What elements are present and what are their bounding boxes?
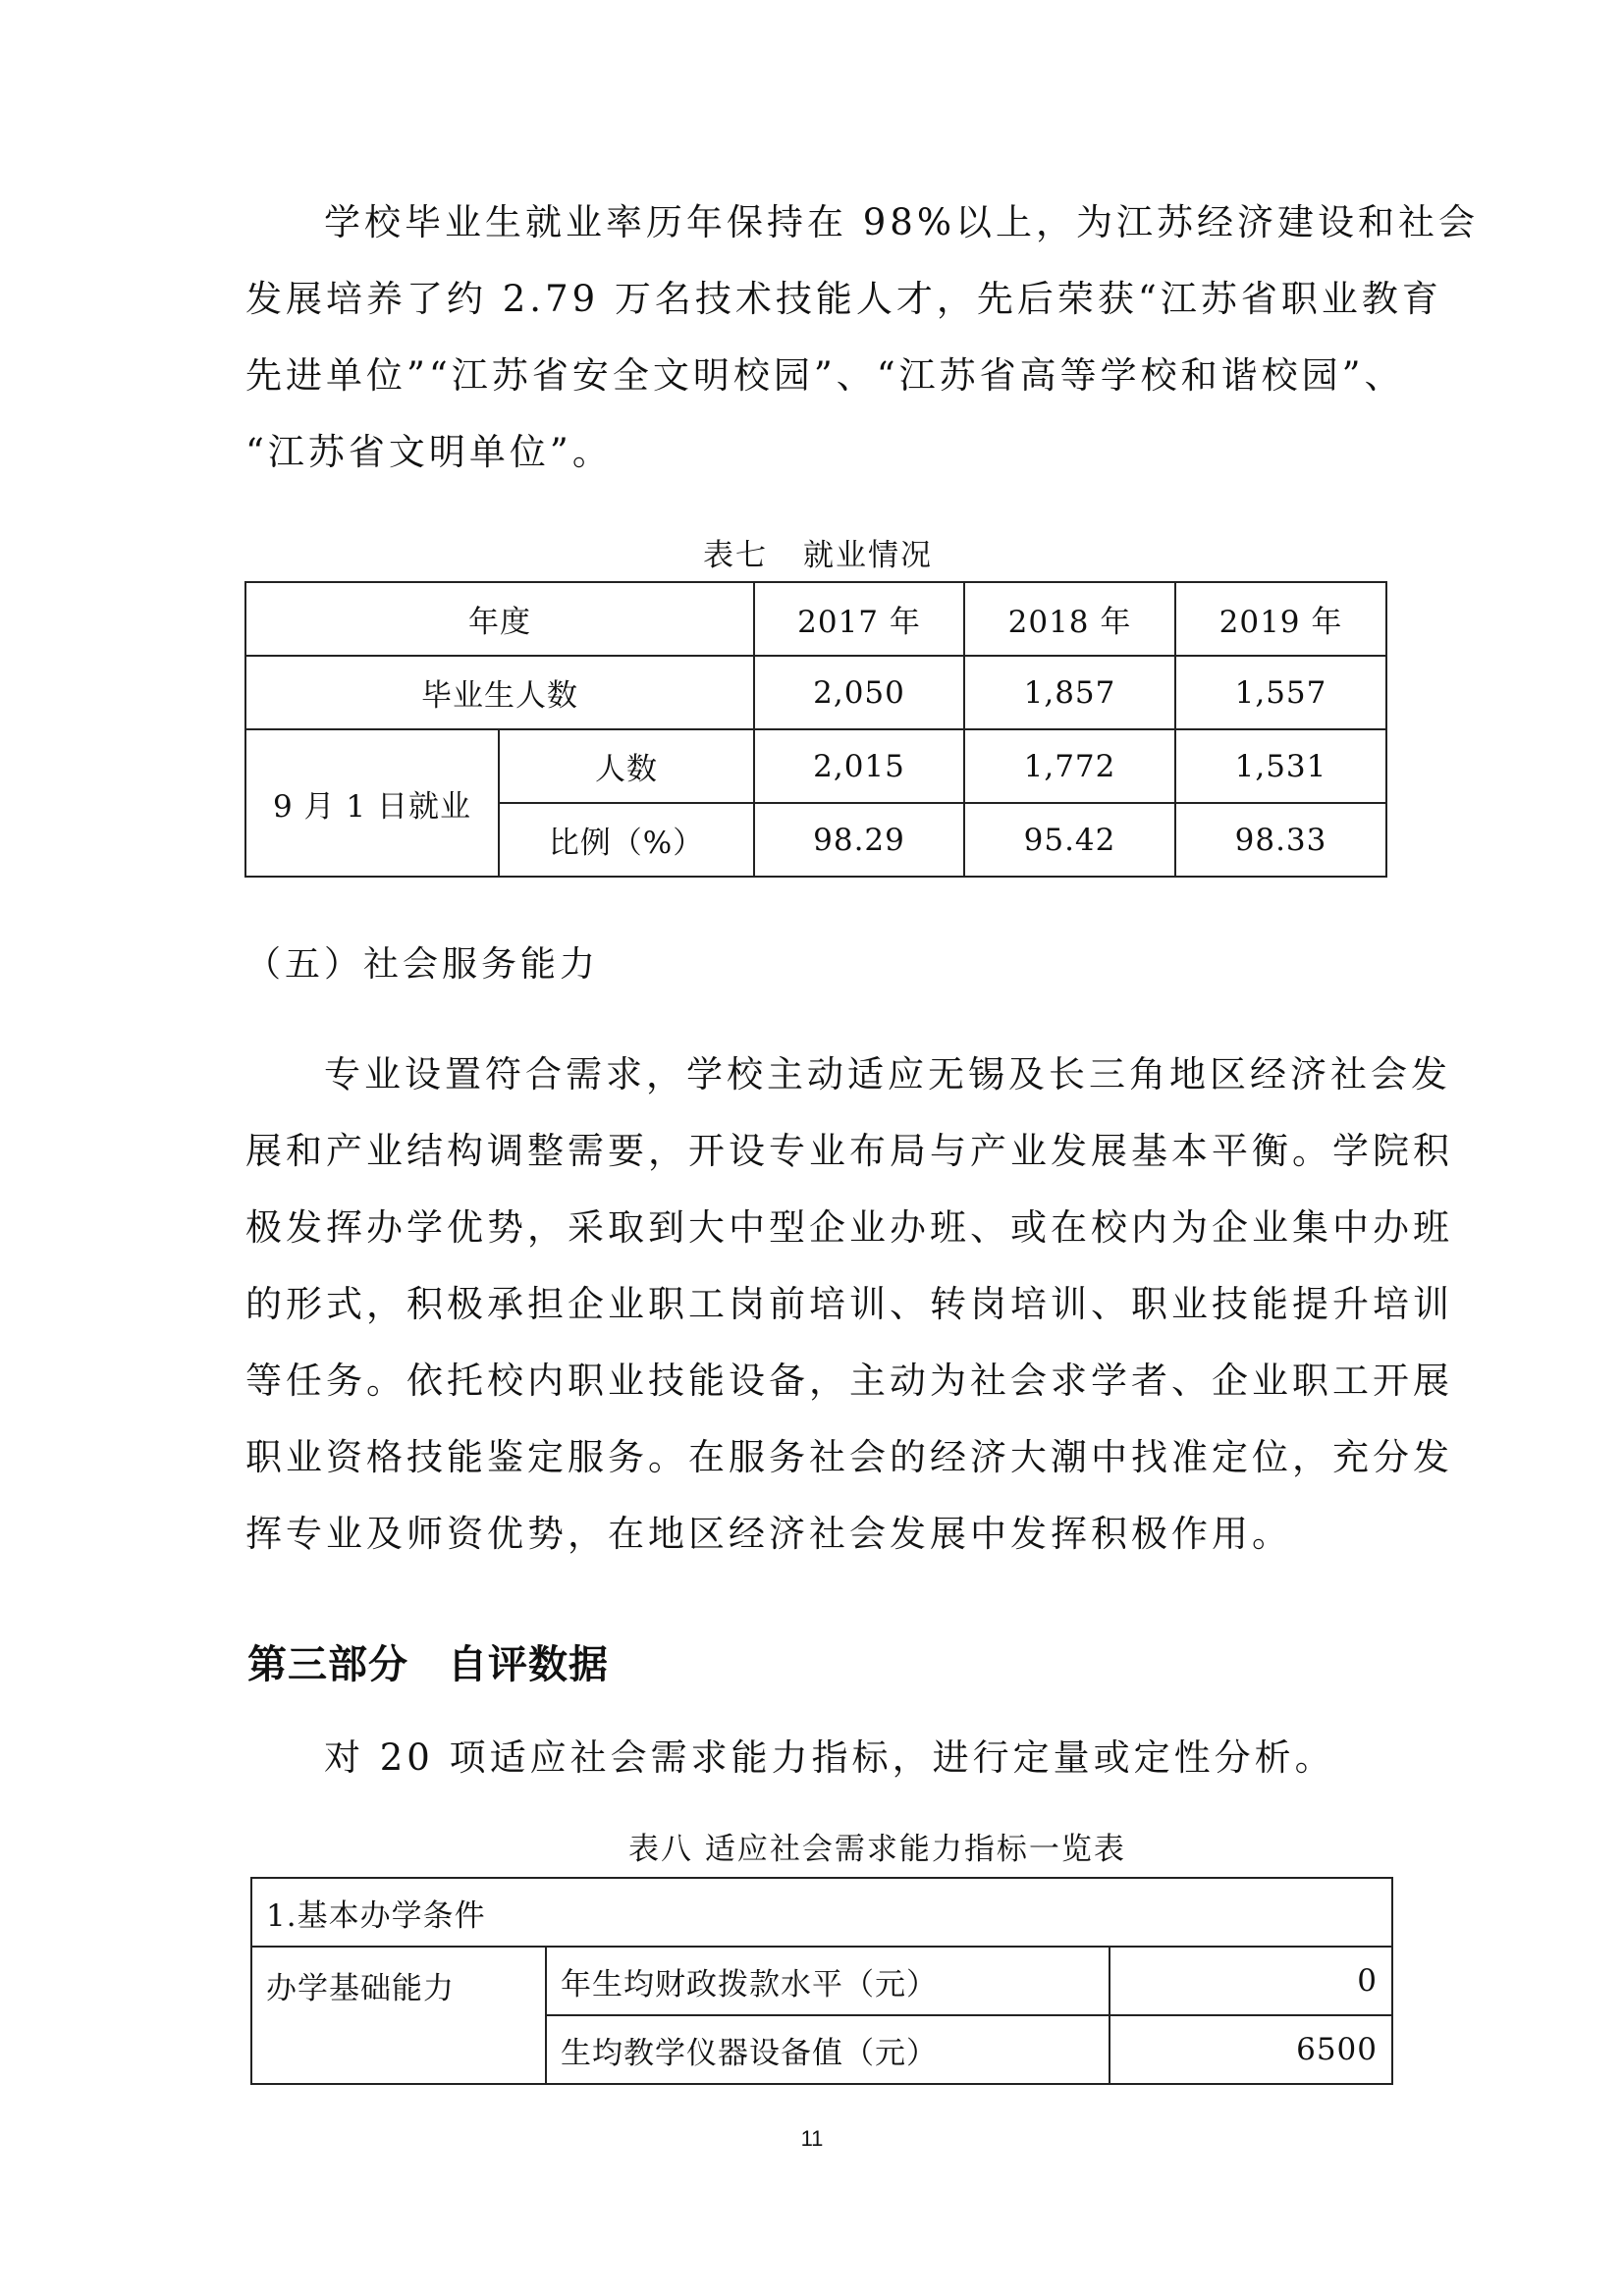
table-row	[245, 582, 1386, 656]
part-number: 第三部分	[247, 1642, 408, 1687]
part-heading	[247, 1633, 609, 1689]
text-line: 挥专业及师资优势，在地区经济社会发展中发挥积极作用。	[245, 1513, 1292, 1555]
employment-group-label: 9 月 1 日就业	[245, 729, 499, 877]
text-line: 学校毕业生就业率历年保持在 98%以上，为江苏经济建设和社会	[324, 201, 1479, 243]
table-cell: 1,857	[964, 656, 1175, 729]
table-cell: 2,050	[754, 656, 964, 729]
section-label: 1.基本办学条件	[251, 1878, 1392, 1947]
table7-caption	[703, 530, 933, 574]
text-line: 职业资格技能鉴定服务。在服务社会的经济大潮中找准定位，充分发	[245, 1436, 1453, 1478]
indicator-name: 生均教学仪器设备值（元）	[546, 2015, 1110, 2084]
indicator-value: 0	[1110, 1947, 1392, 2015]
count-label: 人数	[499, 729, 754, 803]
table-row	[251, 1878, 1392, 1947]
text-line: 极发挥办学优势，采取到大中型企业办班、或在校内为企业集中办班	[245, 1206, 1453, 1249]
indicator-name: 年生均财政拨款水平（元）	[546, 1947, 1110, 2015]
text-line: 的形式，积极承担企业职工岗前培训、转岗培训、职业技能提升培训	[245, 1283, 1453, 1325]
year-header: 2018 年	[964, 582, 1175, 656]
table8-caption: 表八 适应社会需求能力指标一览表	[628, 1832, 1126, 1867]
table-cell: 2,015	[754, 729, 964, 803]
table-row	[251, 1947, 1392, 2015]
graduates-label: 毕业生人数	[245, 656, 754, 729]
table-cell: 1,772	[964, 729, 1175, 803]
indicator-value: 6500	[1110, 2015, 1392, 2084]
table7-caption-label: 表七	[703, 538, 768, 573]
employment-paragraph	[245, 185, 1479, 491]
indicators-table	[250, 1877, 1393, 2085]
page-number: 11	[800, 2126, 824, 2151]
table-cell: 98.29	[754, 803, 964, 877]
text-line: 等任务。依托校内职业技能设备，主动为社会求学者、企业职工开展	[245, 1360, 1453, 1402]
table-row	[245, 656, 1386, 729]
category-label: 办学基础能力	[251, 1947, 546, 2084]
text-line: 先进单位”“江苏省安全文明校园”、“江苏省高等学校和谐校园”、	[245, 354, 1405, 397]
text-line: 专业设置符合需求，学校主动适应无锡及长三角地区经济社会发	[324, 1053, 1451, 1095]
year-header: 2019 年	[1175, 582, 1386, 656]
part-title: 自评数据	[448, 1642, 609, 1687]
section-heading: （五）社会服务能力	[245, 944, 600, 985]
table-cell: 98.33	[1175, 803, 1386, 877]
table-row	[245, 729, 1386, 803]
intro-paragraph	[245, 1720, 1384, 1796]
table-cell: 1,557	[1175, 656, 1386, 729]
year-header-label: 年度	[245, 582, 754, 656]
ratio-label: 比例（%）	[499, 803, 754, 877]
text-line: 对 20 项适应社会需求能力指标，进行定量或定性分析。	[324, 1736, 1335, 1779]
employment-table	[244, 581, 1387, 878]
text-line: 发展培养了约 2.79 万名技术技能人才，先后荣获“江苏省职业教育	[245, 278, 1442, 320]
social-service-paragraph	[245, 1037, 1453, 1573]
table-cell: 1,531	[1175, 729, 1386, 803]
text-line: 展和产业结构调整需要，开设专业布局与产业发展基本平衡。学院积	[245, 1130, 1453, 1172]
table-cell: 95.42	[964, 803, 1175, 877]
year-header: 2017 年	[754, 582, 964, 656]
table7-caption-title: 就业情况	[803, 538, 933, 573]
text-line: “江苏省文明单位”。	[245, 431, 613, 473]
